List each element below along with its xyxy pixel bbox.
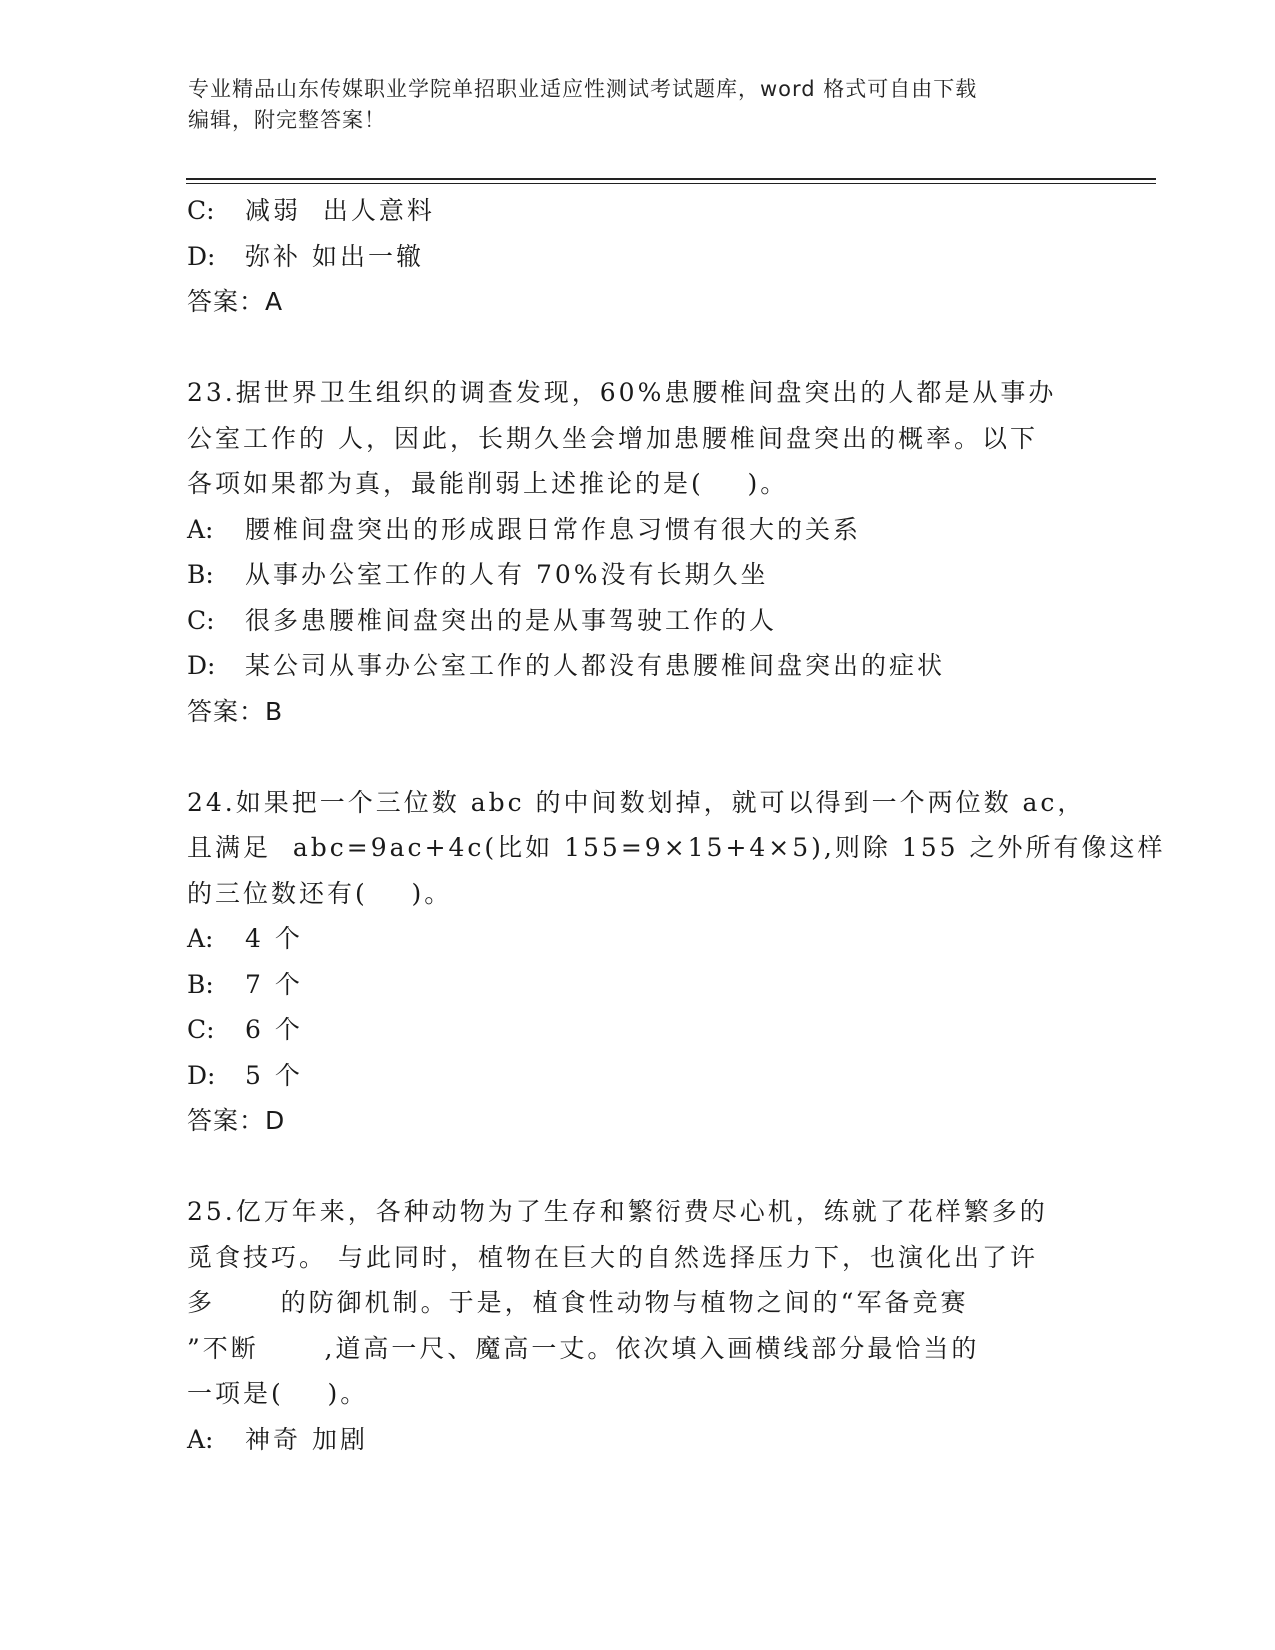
option-text: 从事办公室工作的人有 70%没有长期久坐 [245,560,769,589]
question-25-line-1: 25.亿万年来，各种动物为了生存和繁衍费尽心机，练就了花样繁多的 [187,1197,1048,1226]
option-text: 7 个 [245,969,303,999]
header-line-1: 专业精品山东传媒职业学院单招职业适应性测试考试题库，word 格式可自由下载 [188,77,978,101]
question-23-line-3: 各项如果都为真，最能削弱上述推论的是( )。 [187,469,789,498]
option-key: C: [187,605,215,635]
option-key: D: [187,1060,216,1090]
option-key: B: [187,560,214,589]
option-d [187,234,1087,280]
option-a [187,507,1087,553]
answer: 答案：A [187,287,284,316]
option-c [187,1007,1087,1053]
question-25-line-4: ”不断 ,道高一尺、魔高一丈。依次填入画横线部分最恰当的 [187,1333,980,1363]
option-text: 4 个 [245,924,303,953]
option-text: 6 个 [245,1015,303,1044]
option-key: D: [187,651,216,680]
spacer [187,325,1087,371]
option-b [187,552,1087,598]
option-key: D: [187,241,216,271]
option-text: 神奇 加剧 [245,1424,368,1454]
option-text: 弥补 如出一辙 [245,241,424,271]
option-d [187,1053,1087,1099]
option-c [187,188,1087,234]
option-a [187,1417,1087,1463]
question-24-line-2: 且满足 abc=9ac+4c(比如 155=9×15+4×5),则除 155 之外所有像这样 [187,833,1166,862]
question-25-line-2: 觅食技巧。 与此同时，植物在巨大的自然选择压力下，也演化出了许 [187,1242,1038,1272]
question-content [187,188,1166,1462]
header-line-2: 编辑，附完整答案！ [188,108,386,132]
option-key: A: [187,514,214,544]
question-25-line-5: 一项是( )。 [187,1379,369,1408]
header-rule-thick [186,178,1156,180]
spacer [187,734,1087,780]
question-24-line-3: 的三位数还有( )。 [187,878,453,908]
option-text: 很多患腰椎间盘突出的是从事驾驶工作的人 [245,605,778,635]
option-key: A: [187,924,214,953]
option-text: 5 个 [245,1060,303,1090]
option-d [187,643,1087,689]
question-23-line-2: 公室工作的 人，因此，长期久坐会增加患腰椎间盘突出的概率。以下 [187,423,1038,453]
question-24-line-1: 24.如果把一个三位数 abc 的中间数划掉，就可以得到一个两位数 ac， [187,787,1086,817]
option-text: 减弱 出人意料 [245,196,435,225]
page-header [188,74,1068,136]
answer: 答案：D [187,1106,286,1135]
spacer [187,1144,1087,1190]
option-text: 腰椎间盘突出的形成跟日常作息习惯有很大的关系 [245,514,862,544]
option-a [187,916,1087,962]
header-rule-thin [186,183,1156,184]
answer: 答案：B [187,696,284,726]
option-c [187,598,1087,644]
option-b [187,962,1087,1008]
option-key: C: [187,1015,215,1044]
option-text: 某公司从事办公室工作的人都没有患腰椎间盘突出的症状 [245,651,946,680]
question-25-line-3: 多 的防御机制。于是，植食性动物与植物之间的“军备竞赛 [187,1288,969,1317]
option-key: A: [187,1424,214,1454]
option-key: C: [187,196,215,225]
question-23-line-1: 23.据世界卫生组织的调查发现，60%患腰椎间盘突出的人都是从事办 [187,378,1057,407]
option-key: B: [187,969,214,999]
